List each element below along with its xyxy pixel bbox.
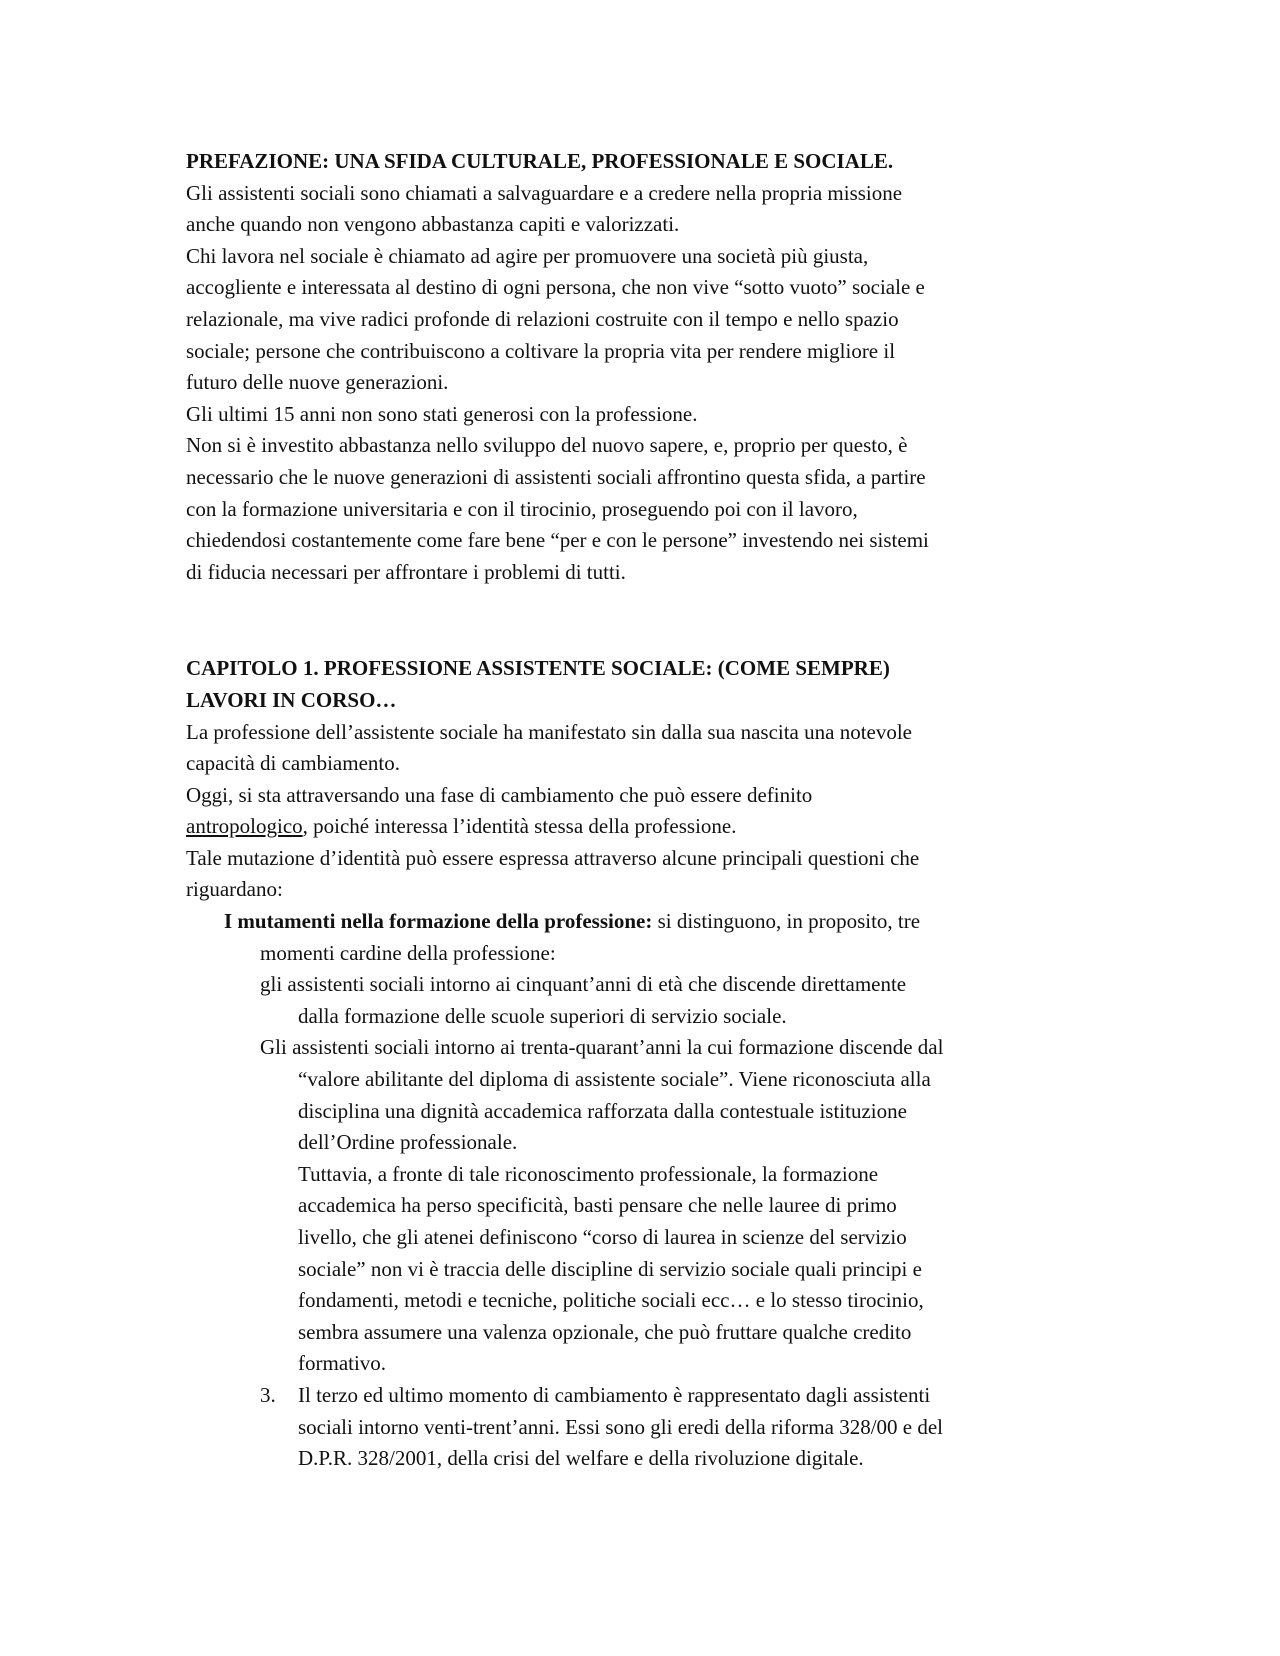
chapter-title-line1: CAPITOLO 1. PROFESSIONE ASSISTENTE SOCIALE: (COME SEMPRE) <box>186 656 890 681</box>
document-page <box>186 146 1086 1475</box>
chapter-intro-line: Oggi, si sta attraversando una fase di cambiamento che può essere definito <box>186 782 813 807</box>
sub-item-3-number: 3. <box>260 1382 276 1407</box>
sub-item-2-line: dell’Ordine professionale. <box>298 1130 518 1155</box>
preface-line: Gli assistenti sociali sono chiamati a salvaguardare e a credere nella propria missione <box>186 180 903 205</box>
chapter-after-line: Tale mutazione d’identità può essere espressa attraverso alcune principali questioni che <box>186 845 920 870</box>
sub-item-2-line: disciplina una dignità accademica rafforzata dalla contestuale istituzione <box>298 1098 907 1123</box>
anthropologic-line <box>186 811 1086 843</box>
chapter-intro-line: capacità di cambiamento. <box>186 751 400 776</box>
chapter-after-line: riguardano: <box>186 877 283 902</box>
list-item-rest: si distinguono, in proposito, tre <box>652 909 921 934</box>
preface-line: accogliente e interessata al destino di ogni persona, che non vive “sotto vuoto” sociale e <box>186 275 925 300</box>
sub-item-2-line: “valore abilitante del diploma di assistente sociale”. Viene riconosciuta alla <box>298 1067 931 1092</box>
sub-item-1-line: gli assistenti sociali intorno ai cinquant’anni di età che discende direttamente <box>260 972 907 997</box>
preface-line: futuro delle nuove generazioni. <box>186 370 449 395</box>
preface-line: relazionale, ma vive radici profonde di relazioni costruite con il tempo e nello spazio <box>186 306 899 331</box>
preface-line: Non si è investito abbastanza nello sviluppo del nuovo sapere, e, proprio per questo, è <box>186 433 908 458</box>
preface-body <box>186 178 1086 589</box>
list-item-line2: momenti cardine della professione: <box>260 940 556 965</box>
sub-item-2-line: livello, che gli atenei definiscono “corso di laurea in scienze del servizio <box>298 1225 907 1249</box>
preface-line: con la formazione universitaria e con il tirocinio, proseguendo poi con il lavoro, <box>186 496 858 521</box>
list-item-bold: I mutamenti nella formazione della professione: <box>224 909 653 934</box>
chapter-intro-line: La professione dell’assistente sociale ha manifestato sin dalla sua nascita una notevole <box>186 719 913 744</box>
preface-line: anche quando non vengono abbastanza capiti e valorizzati. <box>186 212 680 237</box>
sub-item-3-line <box>186 1380 1086 1412</box>
sub-item-2-line: Tuttavia, a fronte di tale riconoscimento professionale, la formazione <box>298 1161 879 1186</box>
preface-line: necessario che le nuove generazioni di assistenti sociali affrontino questa sfida, a partire <box>186 464 926 489</box>
sub-item-2-line: fondamenti, metodi e tecniche, politiche sociali ecc… e lo stesso tirocinio, <box>298 1288 924 1313</box>
preface-line: Gli ultimi 15 anni non sono stati generosi con la professione. <box>186 401 698 426</box>
sub-item-2-line: Gli assistenti sociali intorno ai trenta-quarant’anni la cui formazione discende dal <box>260 1035 944 1060</box>
preface-line: chiedendosi costantemente come fare bene “per e con le persone” investendo nei sistemi <box>186 528 929 553</box>
preface-line: sociale; persone che contribuiscono a coltivare la propria vita per rendere migliore il <box>186 338 896 363</box>
sub-item-2-line: sociale” non vi è traccia delle discipline di servizio sociale quali principi e <box>298 1256 922 1281</box>
sub-item-2-line: sembra assumere una valenza opzionale, che può fruttare qualche credito <box>298 1319 912 1344</box>
anthropologic-rest: , poiché interessa l’identità stessa della professione. <box>302 814 737 839</box>
sub-item-3-text: Il terzo ed ultimo momento di cambiamento è rappresentato dagli assistenti <box>298 1382 931 1407</box>
sub-item-3-line: sociali intorno venti-trent’anni. Essi sono gli eredi della riforma 328/00 e del <box>298 1414 944 1439</box>
sub-item-2-line: formativo. <box>298 1351 387 1376</box>
sub-item-1-line: dalla formazione delle scuole superiori di servizio sociale. <box>298 1003 787 1028</box>
anthropologic-word: antropologico <box>186 814 303 839</box>
preface-line: di fiducia necessari per affrontare i problemi di tutti. <box>186 559 626 584</box>
sub-item-3-line: D.P.R. 328/2001, della crisi del welfare e della rivoluzione digitale. <box>298 1446 864 1471</box>
chapter-title-line2: LAVORI IN CORSO… <box>186 687 397 712</box>
list-item-heading <box>186 906 1086 938</box>
section-spacer <box>186 588 1086 653</box>
preface-line: Chi lavora nel sociale è chiamato ad agire per promuovere una società più giusta, <box>186 243 869 268</box>
sub-item-2-line: accademica ha perso specificità, basti pensare che nelle lauree di primo <box>298 1193 897 1218</box>
preface-title: PREFAZIONE: UNA SFIDA CULTURALE, PROFESSIONALE E SOCIALE. <box>186 149 894 173</box>
